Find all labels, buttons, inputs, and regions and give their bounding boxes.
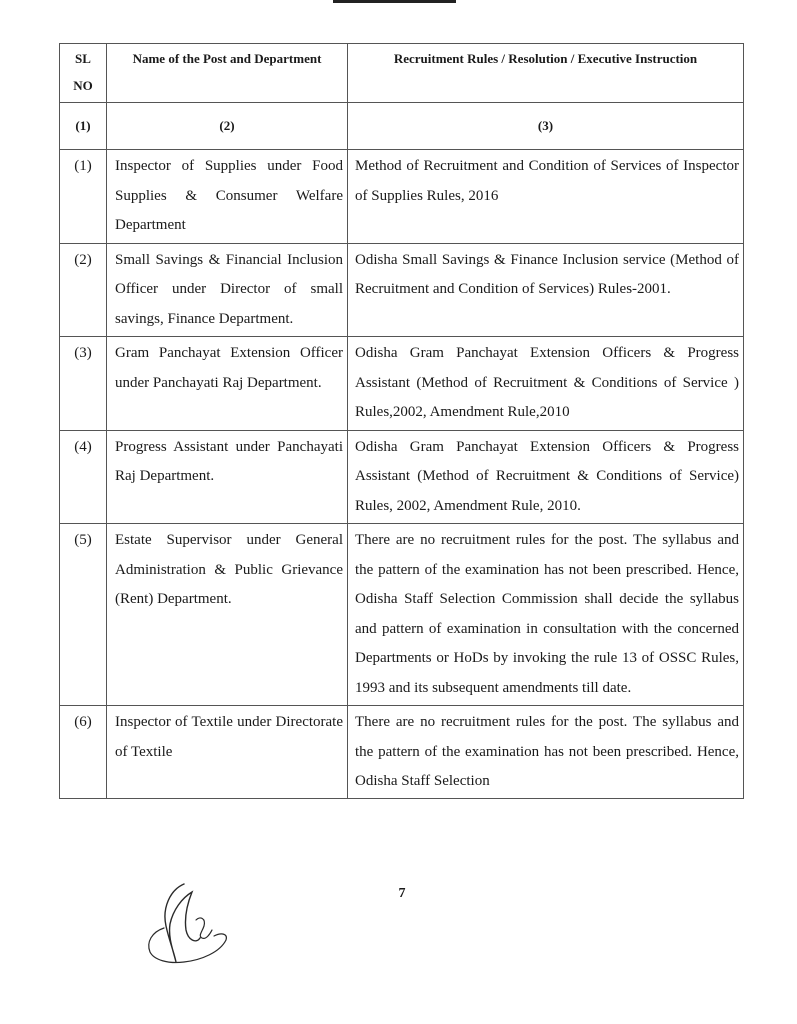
row-sl-no: (3) bbox=[60, 337, 107, 431]
table-row bbox=[60, 430, 744, 524]
row-recruitment-rules: There are no recruitment rules for the post. The syllabus and the pattern of the examination has not been prescribed. Hence, Odisha Staff Selection bbox=[355, 714, 739, 789]
row-post-name: Progress Assistant under Panchayati Raj Department. bbox=[107, 430, 348, 524]
row-recruitment-rules: Method of Recruitment and Condition of Services of Inspector of Supplies Rules, 2016 bbox=[348, 150, 744, 244]
row-recruitment-rules: Odisha Gram Panchayat Extension Officers & Progress Assistant (Method of Recruitment & Conditions of Service ) Rules,2002, Amendment Rule,2010 bbox=[348, 337, 744, 431]
row-sl-no: (5) bbox=[60, 524, 107, 706]
column-number-row bbox=[60, 103, 744, 150]
column-number-1: (1) bbox=[60, 103, 107, 150]
table-row bbox=[60, 524, 744, 706]
table-row bbox=[60, 243, 744, 337]
signature-icon bbox=[140, 880, 232, 970]
row-post-name: Small Savings & Financial Inclusion Officer under Director of small savings, Finance Department. bbox=[107, 243, 348, 337]
top-rule bbox=[333, 0, 456, 3]
recruitment-rules-table bbox=[59, 43, 744, 799]
row-recruitment-rules: There are no recruitment rules for the post. The syllabus and the pattern of the examination has not been prescribed. Hence, Odisha Staff Selection Commission shall decide the syllabus and pattern of examination in consultation with the concerned Departments or HoDs by invoking the rule 13 of OSSC Rules, 1993 and its subsequent amendments till date. bbox=[348, 524, 744, 706]
row-post-name: Estate Supervisor under General Administration & Public Grievance (Rent) Department. bbox=[107, 524, 348, 706]
table-header-row bbox=[60, 44, 744, 103]
row-recruitment-rules-cell bbox=[348, 706, 744, 799]
row-sl-no: (1) bbox=[60, 150, 107, 244]
header-post-department: Name of the Post and Department bbox=[107, 44, 348, 103]
row-post-name: Gram Panchayat Extension Officer under Panchayati Raj Department. bbox=[107, 337, 348, 431]
column-number-2: (2) bbox=[107, 103, 348, 150]
row-recruitment-rules: Odisha Small Savings & Finance Inclusion service (Method of Recruitment and Condition of Services) Rules-2001. bbox=[348, 243, 744, 337]
header-sl-no: SL NO bbox=[60, 44, 107, 103]
page-number: 7 bbox=[398, 886, 406, 901]
row-sl-no: (4) bbox=[60, 430, 107, 524]
table-row bbox=[60, 337, 744, 431]
row-post-name: Inspector of Textile under Directorate of Textile bbox=[107, 706, 348, 799]
row-post-name: Inspector of Supplies under Food Supplies & Consumer Welfare Department bbox=[107, 150, 348, 244]
table-row bbox=[60, 706, 744, 799]
column-number-3: (3) bbox=[348, 103, 744, 150]
row-recruitment-rules: Odisha Gram Panchayat Extension Officers & Progress Assistant (Method of Recruitment & Conditions of Service) Rules, 2002, Amendment Rule, 2010. bbox=[348, 430, 744, 524]
row-sl-no: (6) bbox=[60, 706, 107, 799]
row-sl-no: (2) bbox=[60, 243, 107, 337]
table-row bbox=[60, 150, 744, 244]
header-rules: Recruitment Rules / Resolution / Executive Instruction bbox=[348, 44, 744, 103]
